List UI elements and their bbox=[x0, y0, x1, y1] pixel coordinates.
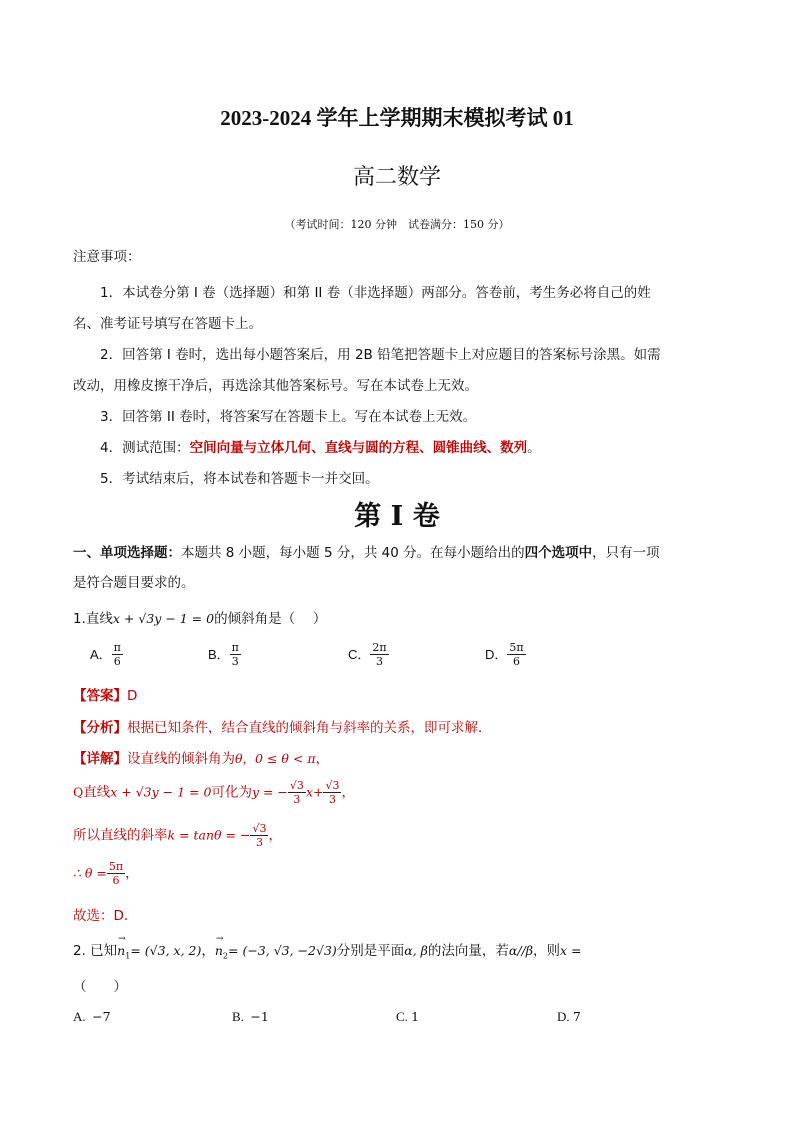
q1-step-3-frac-num: 5π bbox=[108, 860, 124, 873]
q1-step-3-end: ， bbox=[125, 865, 139, 882]
q1-detail-text: 设直线的倾斜角为 bbox=[127, 751, 235, 767]
q2-n1-symbol: n bbox=[117, 943, 126, 958]
q1-equation: x + √3y − 1 = 0 bbox=[112, 611, 215, 626]
q1-step-2 bbox=[73, 822, 282, 849]
q2-option-d-label: D. bbox=[557, 1009, 570, 1024]
q1-answer-tag: 【答案】 bbox=[73, 688, 127, 704]
part1-four-options: 四个选项中 bbox=[524, 545, 593, 561]
q1-option-a-value bbox=[112, 641, 123, 668]
q1-step-3-math: ∴ θ = bbox=[73, 865, 107, 881]
q1-step-3 bbox=[73, 860, 139, 887]
notice-item-3: 3．回答第 II 卷时，将答案写在答题卡上。写在本试卷上无效。 bbox=[100, 409, 477, 425]
q1-option-d-den: 6 bbox=[513, 655, 520, 668]
q1-step-1-frac-1-num: √3 bbox=[289, 779, 304, 792]
q2-mid-2: 的法向量，若 bbox=[427, 943, 509, 959]
q1-answer bbox=[73, 684, 137, 704]
q1-option-d-label: D． bbox=[485, 647, 508, 662]
q1-option-b bbox=[208, 641, 241, 668]
part1-line-2: 是符合题目要求的。 bbox=[73, 575, 195, 591]
q2-n2-value: = (−3, √3, −2√3) bbox=[228, 943, 337, 958]
q2-n1-value: = (√3, x, 2) bbox=[130, 943, 202, 958]
section-title: 第 I 卷 bbox=[354, 501, 440, 532]
q1-option-b-num: π bbox=[231, 641, 239, 654]
q1-detail-math: θ，0 ≤ θ < π bbox=[235, 751, 316, 766]
q2-option-a bbox=[73, 1009, 111, 1025]
q1-step-1-b: 可化为 bbox=[211, 784, 252, 801]
q1-step-2-a: 所以直线的斜率 bbox=[73, 827, 168, 844]
q1-step-1-frac-1 bbox=[288, 779, 306, 806]
notice-item-2-line-1: 2．回答第 I 卷时，选出每小题答案后，用 2B 铅笔把答题卡上对应题目的答案标号涂黑。如需 bbox=[100, 347, 661, 363]
notice-heading: 注意事项： bbox=[73, 249, 141, 265]
vector-arrow-icon: → bbox=[215, 934, 224, 944]
q1-conclusion: 故选：D． bbox=[73, 908, 138, 924]
q2-tail-x: x = bbox=[560, 943, 582, 958]
q1-option-c-label: C． bbox=[348, 647, 371, 662]
q1-step-2-math: k = tanθ = − bbox=[167, 827, 251, 843]
q1-step-1 bbox=[73, 779, 355, 806]
notice-item-5: 5．考试结束后，将本试卷和答题卡一并交回。 bbox=[100, 471, 379, 487]
q2-n2-subscript: 2 bbox=[222, 951, 228, 961]
q2-parallel: α//β bbox=[508, 943, 534, 958]
exam-title: 2023-2024 学年上学期期末模拟考试 01 bbox=[220, 106, 574, 130]
q1-option-a-num: π bbox=[113, 641, 121, 654]
q2-option-c bbox=[396, 1009, 419, 1025]
q2-option-d bbox=[557, 1009, 581, 1025]
q1-detail bbox=[73, 747, 329, 767]
q2-option-b-label: B. bbox=[232, 1009, 244, 1024]
q1-option-b-label: B． bbox=[208, 647, 230, 662]
part1-desc: 本题共 8 小题，每小题 5 分，共 40 分。在每小题给出的 bbox=[181, 545, 525, 561]
test-scope: 空间向量与立体几何、直线与圆的方程、圆锥曲线、数列 bbox=[189, 440, 528, 456]
q2-paren: （ ） bbox=[73, 979, 127, 995]
q1-option-b-value bbox=[230, 641, 241, 668]
q2-mid: 分别是平面 bbox=[336, 943, 405, 959]
q2-option-c-value: 1 bbox=[411, 1009, 420, 1024]
q1-step-1-x: x+ bbox=[305, 784, 324, 800]
vector-arrow-icon: → bbox=[118, 934, 126, 944]
part1-heading: 一、单项选择题： bbox=[73, 545, 181, 561]
part1-desc-end: ，只有一项 bbox=[592, 545, 660, 561]
q1-step-1-end: ， bbox=[341, 784, 355, 801]
notice-item-1-line-2: 名、准考证号填写在答题卡上。 bbox=[73, 316, 262, 332]
q1-option-a bbox=[90, 641, 123, 668]
q2-prefix: 2. 已知 bbox=[73, 943, 118, 959]
q2-vector-n1 bbox=[117, 934, 131, 961]
notice-item-1-line-1: 1．本试卷分第 I 卷（选择题）和第 II 卷（非选择题）两部分。答卷前，考生务必将自己的姓 bbox=[100, 285, 651, 301]
q2-option-b-value: −1 bbox=[250, 1009, 269, 1024]
q1-option-c-den: 3 bbox=[376, 655, 383, 668]
q1-step-2-end: ， bbox=[268, 827, 282, 844]
q2-option-a-value: −7 bbox=[92, 1009, 111, 1024]
q2-option-c-label: C. bbox=[396, 1009, 408, 1024]
q1-option-d bbox=[485, 641, 526, 668]
q1-prefix: 1.直线 bbox=[73, 611, 113, 627]
q2-n1-subscript: 1 bbox=[125, 951, 131, 961]
exam-time-note: （考试时间：120 分钟 试卷满分：150 分） bbox=[284, 218, 510, 231]
q1-analysis bbox=[73, 716, 492, 736]
notice-item-4-suffix: 。 bbox=[527, 440, 541, 456]
q1-step-3-frac bbox=[107, 860, 125, 887]
q1-step-1-frac-2 bbox=[323, 779, 341, 806]
notice-item-2-line-2: 改动，用橡皮擦干净后，再选涂其他答案标号。写在本试卷上无效。 bbox=[73, 378, 478, 394]
q1-analysis-tag: 【分析】 bbox=[73, 720, 127, 736]
q1-step-1-frac-2-den: 3 bbox=[328, 793, 336, 806]
part1-line-1 bbox=[73, 541, 660, 561]
q1-step-1-y: y = − bbox=[251, 784, 288, 800]
q2-stem bbox=[73, 934, 582, 961]
q1-option-c-value bbox=[370, 641, 388, 668]
notice-item-4-prefix: 4．测试范围： bbox=[100, 440, 190, 456]
q1-suffix: 的倾斜角是（ ） bbox=[214, 611, 327, 627]
q1-option-c-num: 2π bbox=[372, 641, 387, 654]
q1-step-1-a: 直线 bbox=[83, 784, 111, 801]
q2-separator: ， bbox=[201, 943, 215, 959]
q1-analysis-text: 根据已知条件，结合直线的倾斜角与斜率的关系，即可求解． bbox=[127, 720, 492, 736]
q1-option-d-num: 5π bbox=[509, 641, 524, 654]
q2-tail: ，则 bbox=[533, 943, 561, 959]
q1-option-c bbox=[348, 641, 389, 668]
q1-step-2-frac-num: √3 bbox=[252, 822, 267, 835]
exam-subtitle: 高二数学 bbox=[352, 165, 441, 190]
q2-option-d-value: 7 bbox=[572, 1009, 581, 1024]
q2-option-b bbox=[232, 1009, 269, 1025]
q2-planes: α, β bbox=[404, 943, 428, 958]
q1-option-d-value bbox=[507, 641, 525, 668]
q1-step-1-frac-2-num: √3 bbox=[325, 779, 340, 792]
q1-option-a-label: A． bbox=[90, 647, 112, 662]
q1-stem bbox=[73, 607, 326, 627]
q1-detail-tag: 【详解】 bbox=[73, 751, 127, 767]
q1-detail-end: ， bbox=[315, 751, 330, 767]
q1-option-a-den: 6 bbox=[113, 655, 121, 668]
q1-step-2-frac-den: 3 bbox=[255, 836, 263, 849]
q2-vector-n2 bbox=[214, 934, 228, 961]
q2-n2-symbol: n bbox=[214, 943, 223, 958]
q1-answer-value: D bbox=[127, 688, 138, 704]
q1-step-3-frac-den: 6 bbox=[112, 874, 120, 887]
q1-step-1-frac-1-den: 3 bbox=[293, 793, 301, 806]
because-symbol: Q bbox=[73, 784, 84, 800]
notice-item-4 bbox=[100, 436, 541, 456]
q1-step-2-frac bbox=[250, 822, 268, 849]
q2-option-a-label: A. bbox=[73, 1009, 86, 1024]
q1-option-b-den: 3 bbox=[231, 655, 239, 668]
q1-step-1-equation: x + √3y − 1 = 0 bbox=[110, 784, 212, 800]
